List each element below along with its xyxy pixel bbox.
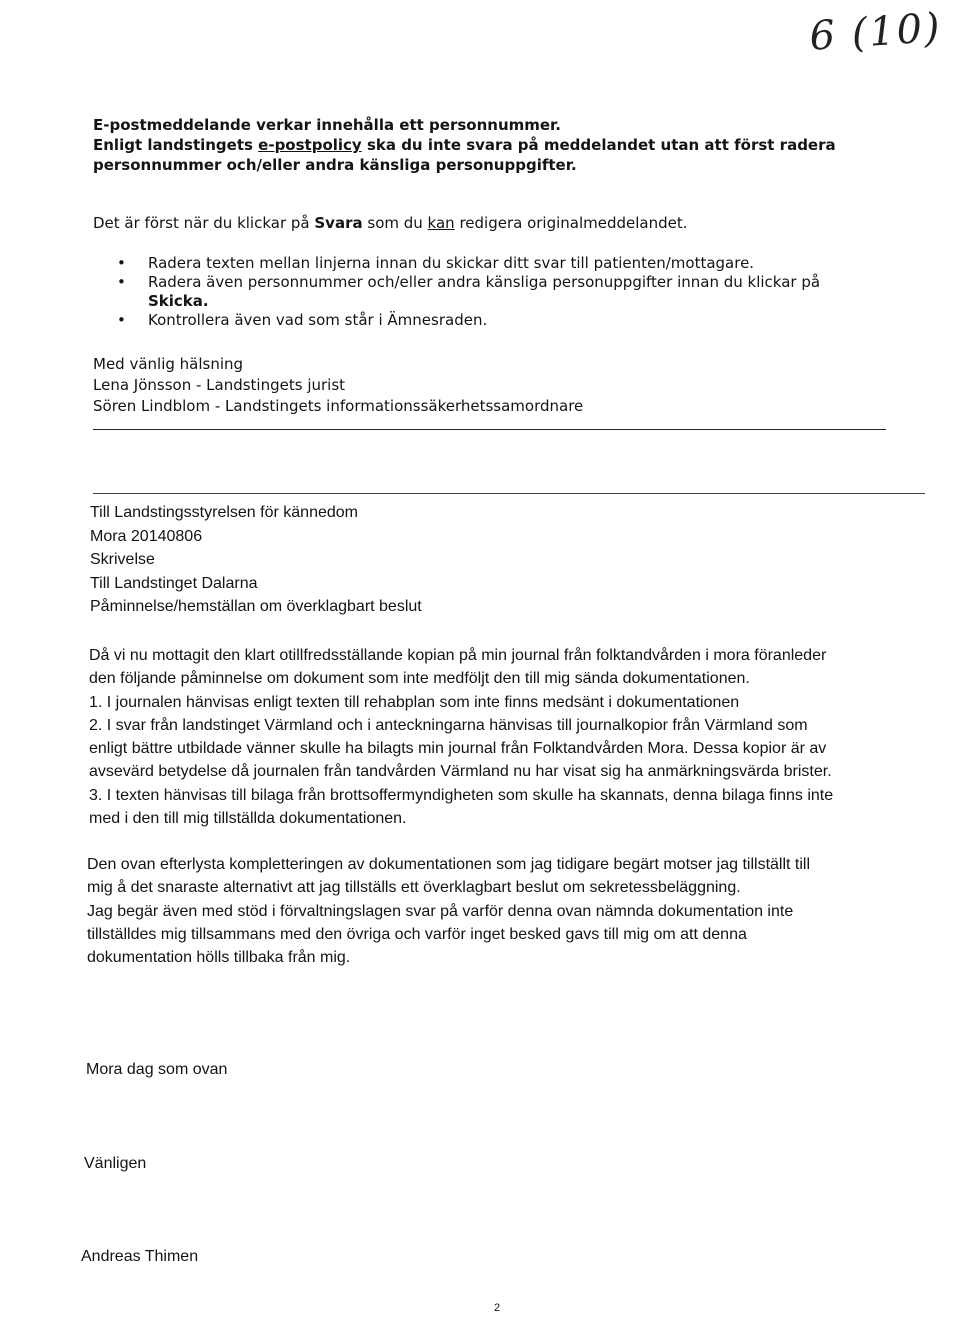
send-keyword: Skicka. (148, 292, 209, 310)
body-paragraph-2 (87, 853, 810, 969)
greeting: Med vänlig hälsning (93, 355, 244, 373)
paragraph-line: Då vi nu mottagit den klart otillfredsställande kopian på min journal från folktandvården i mora föranleder (89, 647, 827, 664)
paragraph-line: 2. I svar från landstinget Värmland och i anteckningarna hänvisas till journalkopior från Värmland som (89, 716, 808, 734)
author-name: Andreas Thimen (81, 1248, 199, 1265)
list-item (112, 273, 820, 311)
paragraph-line: enligt bättre utbildade vänner skulle ha bilagts min journal från Folktandvården Mora. Dessa kopior är av (89, 740, 827, 758)
reply-instruction-middle: som du (362, 214, 428, 232)
reply-instruction-end: redigera originalmeddelandet. (454, 214, 688, 232)
paragraph-line: den följande påminnelse om dokument som inte medföljt den till mig sända dokumentationen. (89, 670, 750, 688)
body-paragraph-1 (89, 644, 833, 830)
divider-bottom (93, 493, 925, 494)
warning-line-1: E-postmeddelande verkar innehålla ett personnummer. (93, 116, 562, 134)
page-number: 2 (494, 1302, 501, 1314)
letter-header (90, 501, 422, 619)
subject-line: Påminnelse/hemställan om överklagbart beslut (90, 598, 422, 615)
privacy-warning (93, 115, 836, 175)
paragraph-line: 3. I texten hänvisas till bilaga från brottsoffermyndigheten som skulle ha skannats, denna bilaga finns inte (89, 786, 834, 804)
instruction-list (112, 254, 820, 330)
paragraph-line: med i den till mig tillställda dokumentationen. (89, 810, 407, 828)
warning-line-2-start: Enligt landstingets (93, 136, 259, 154)
paragraph-line: 1. I journalen hänvisas enligt texten till rehabplan som inte finns medsänt i dokumentationen (89, 693, 740, 711)
signoff (93, 354, 583, 417)
paragraph-line: avsevärd betydelse då journalen från tandvården Värmland nu har visat sig ha anmärkningsvärda brister. (89, 763, 832, 781)
signer-lawyer: Lena Jönsson - Landstingets jurist (93, 376, 346, 394)
paragraph-line: Jag begär även med stöd i förvaltningslagen svar på varför denna ovan nämnda dokumentation inte (87, 902, 794, 920)
list-item: • Kontrollera även vad som står i Ämnesraden. (112, 311, 820, 330)
place-date-line: Mora 20140806 (90, 527, 203, 545)
paragraph-line: dokumentation hölls tillbaka från mig. (87, 949, 351, 967)
document-type: Skrivelse (90, 551, 155, 568)
closing-place-date: Mora dag som ovan (86, 1061, 228, 1078)
email-policy-link[interactable]: e-postpolicy (258, 136, 362, 154)
recipient-line: Till Landstingsstyrelsen för kännedom (90, 504, 358, 521)
reply-instruction-start: Det är först när du klickar på (93, 214, 315, 232)
reply-keyword: Svara (314, 214, 363, 232)
handwritten-page-marker: 6 (10) (808, 4, 944, 60)
signer-security: Sören Lindblom - Landstingets informationssäkerhetssamordnare (93, 397, 584, 415)
addressee: Till Landstinget Dalarna (90, 574, 258, 592)
warning-line-3: personnummer och/eller andra känsliga personuppgifter. (93, 156, 577, 174)
closing-regards: Vänligen (84, 1155, 147, 1172)
paragraph-line: tillställdes mig tillsammans med den övriga och varför inget besked gavs till mig om att denna (87, 925, 747, 943)
list-item: • Radera texten mellan linjerna innan du skickar ditt svar till patienten/mottagare. (112, 254, 820, 273)
list-item-line-1: • Radera även personnummer och/eller andra känsliga personuppgifter innan du klickar på (148, 273, 821, 291)
paragraph-line: Den ovan efterlysta kompletteringen av dokumentationen som jag tidigare begärt motser jag tillställt till (87, 856, 811, 873)
warning-line-2 (93, 135, 836, 155)
paragraph-line: mig å det snaraste alternativt att jag tillställs ett överklagbart beslut om sekretessbeläggning. (87, 879, 741, 897)
reply-instruction (93, 214, 688, 232)
can-underlined: kan (427, 214, 455, 232)
warning-line-2-end: ska du inte svara på meddelandet utan att först radera (361, 136, 836, 154)
divider-top (93, 429, 886, 430)
